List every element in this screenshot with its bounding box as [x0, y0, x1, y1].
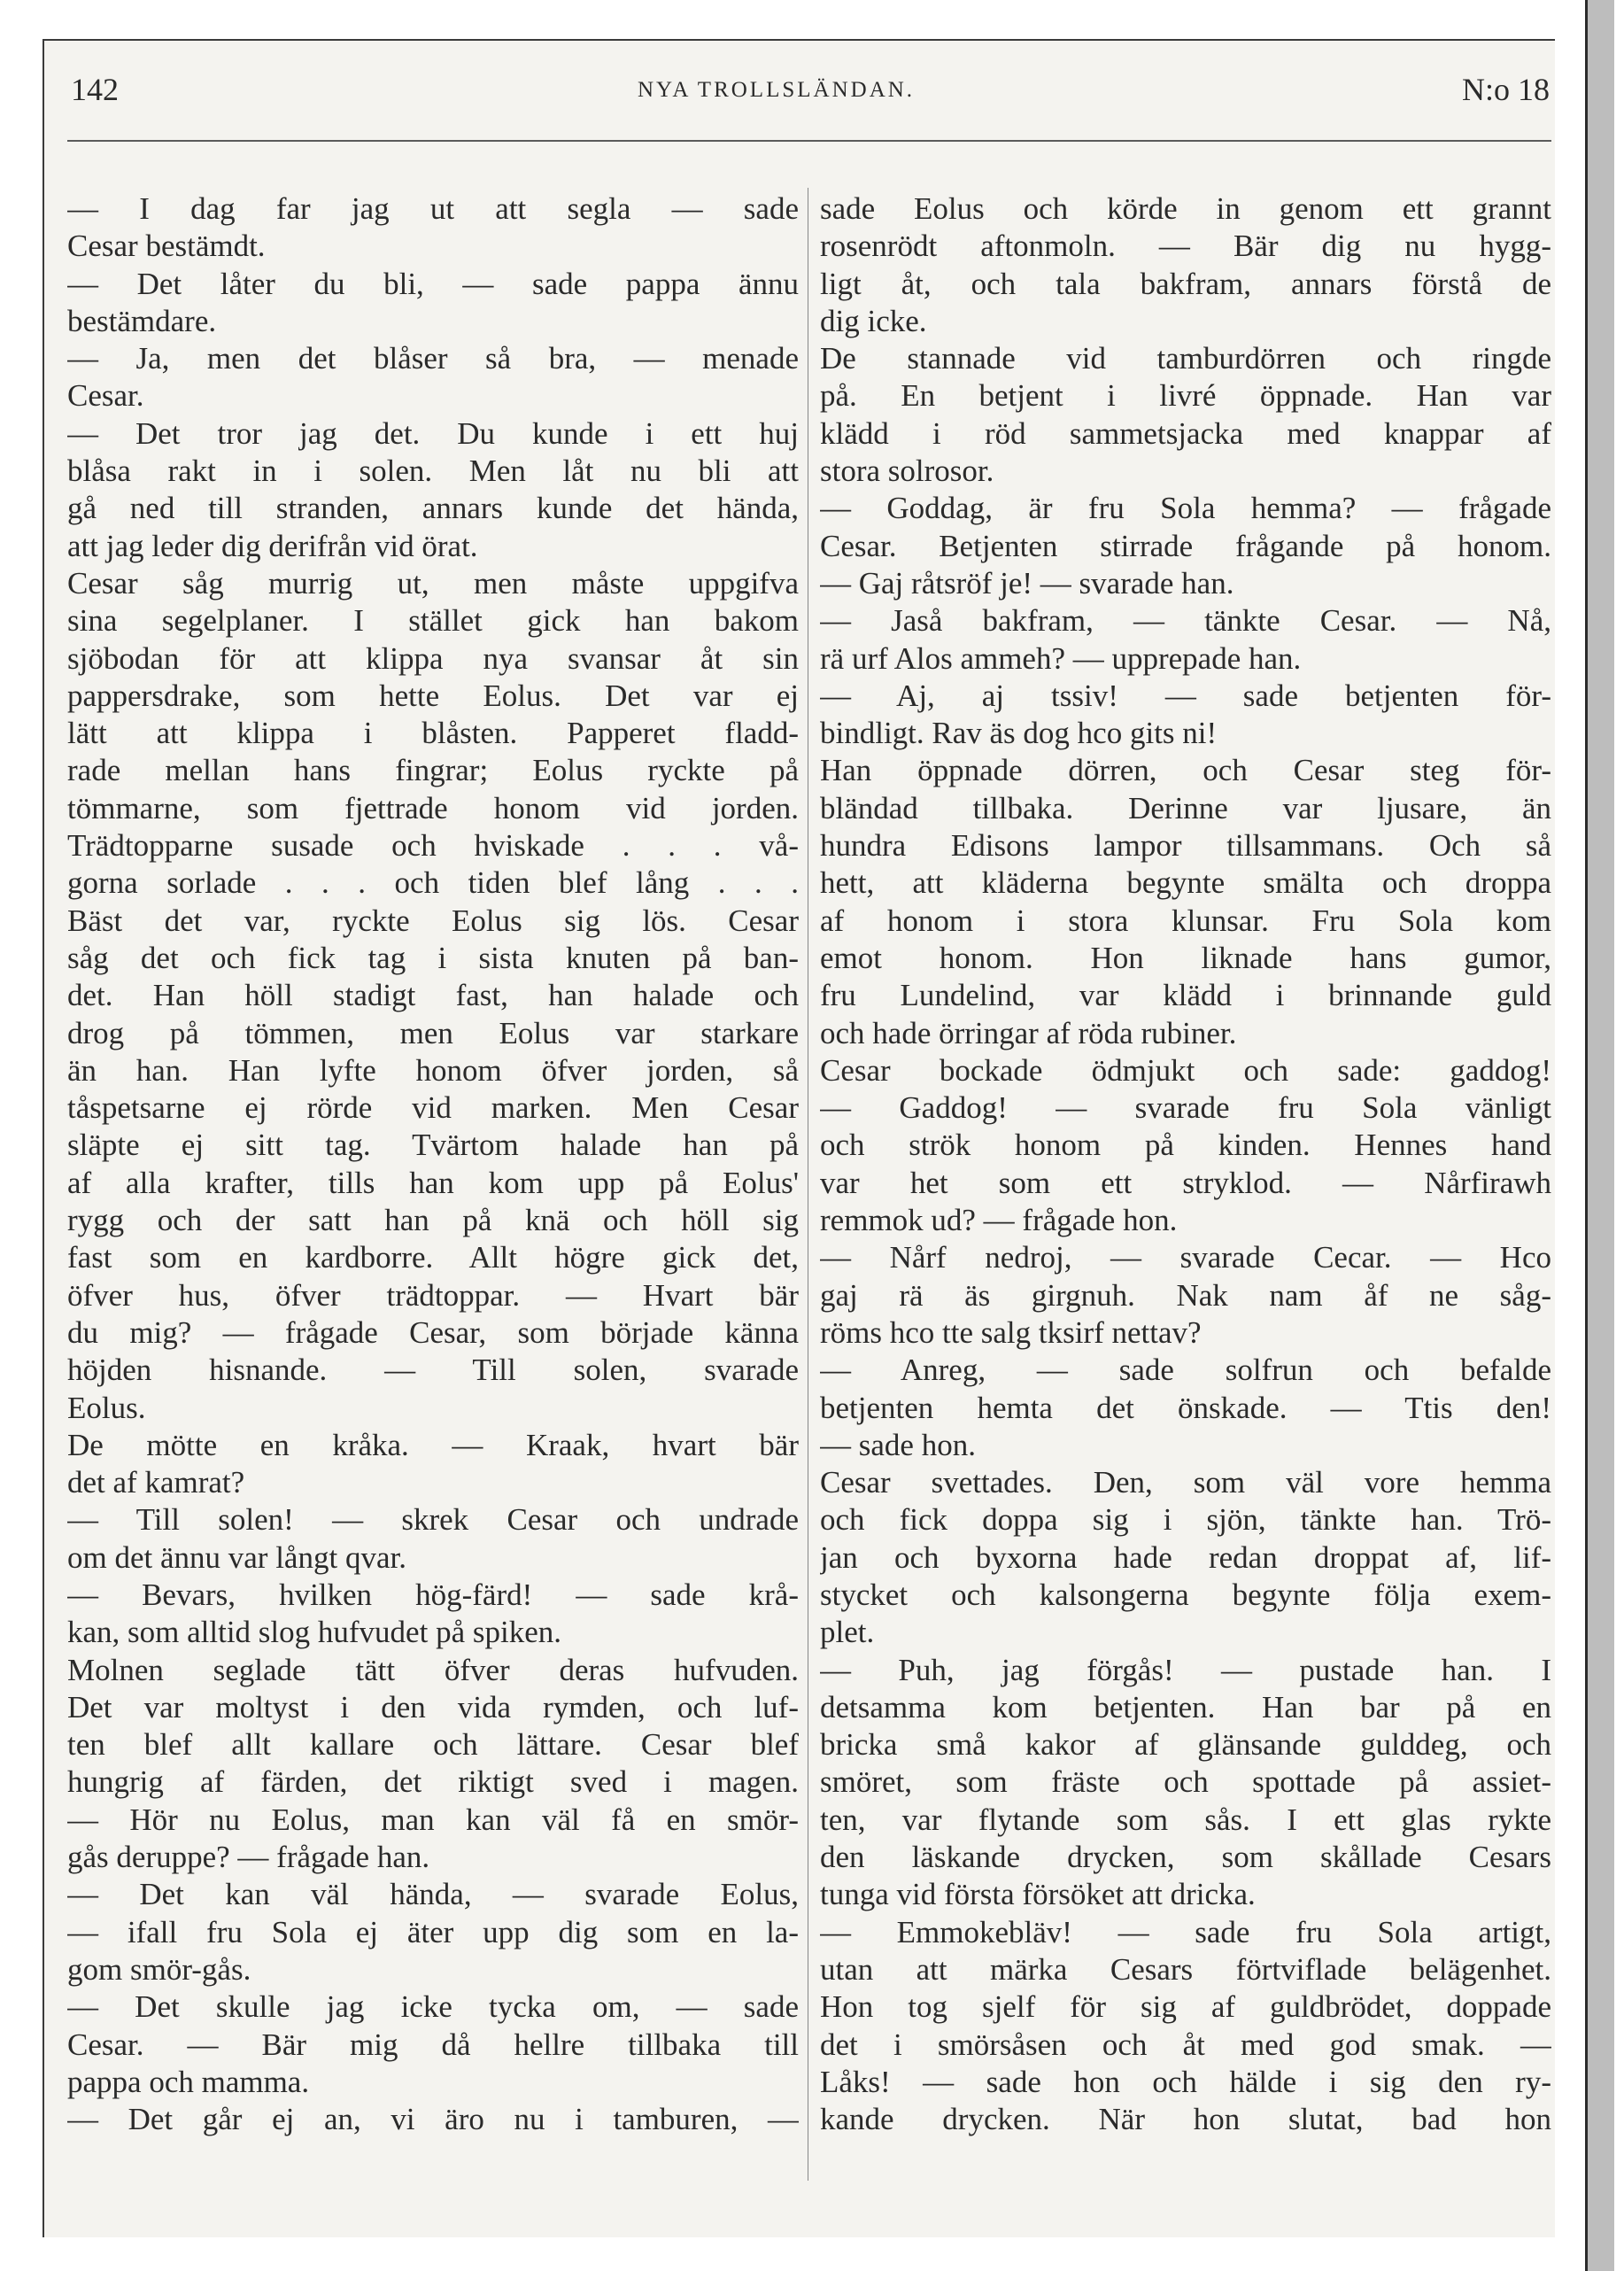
text-line: ten, var flytande som sås. I ett glas rykte	[820, 1802, 1551, 1837]
text-line: Hon tog sjelf för sig af guldbrödet, doppade	[820, 1989, 1551, 2025]
text-line: De mötte en kråka. — Kraak, hvart bär	[67, 1427, 799, 1462]
text-line: det af kamrat?	[67, 1465, 245, 1500]
text-line: tunga vid första försöket att dricka.	[820, 1877, 1256, 1912]
text-line: pappersdrake, som hette Eolus. Det var ej	[67, 678, 799, 713]
text-line: sjöbodan för att klippa nya svansar åt sin	[67, 640, 799, 676]
text-line: utan att märka Cesars förtviflade belägenhet.	[820, 1951, 1551, 1987]
text-line: den läskande drycken, som skållade Cesars	[820, 1840, 1551, 1875]
text-line: Bäst det var, ryckte Eolus sig lös. Cesar	[67, 903, 799, 938]
header-rule	[67, 140, 1551, 142]
text-line: gom smör-gås.	[67, 1951, 251, 1987]
text-line: klädd i röd sammetsjacka med knappar af	[820, 415, 1551, 451]
text-line: och hade örringar af röda rubiner.	[820, 1015, 1237, 1050]
text-line: blåsa rakt in i solen. Men låt nu bli att	[67, 453, 799, 489]
text-line: rä urf Alos ammeh? — upprepade han.	[820, 640, 1302, 676]
text-line: emot honom. Hon liknade hans gumor,	[820, 940, 1551, 975]
text-line: såg det och fick tag i sista knuten på ban-	[67, 940, 799, 975]
text-line: Låks! — sade hon och hälde i sig den ry-	[820, 2064, 1551, 2099]
text-line: tömmarne, som fjettrade honom vid jorden.	[67, 790, 799, 825]
text-line: var het som ett stryklod. — Nårfirawh	[820, 1165, 1551, 1200]
text-line: hungrig af färden, det riktigt sved i magen.	[67, 1764, 799, 1800]
text-line: Cesar.	[67, 378, 144, 414]
page-number: 142	[71, 72, 119, 107]
text-line: kande drycken. När hon slutat, bad hon	[820, 2102, 1551, 2137]
text-line: Cesar. Betjenten stirrade frågande på honom.	[820, 528, 1551, 563]
text-line: bricka små kakor af glänsande gulddeg, och	[820, 1727, 1551, 1763]
text-line: och fick doppa sig i sjön, tänkte han. Trö-	[820, 1502, 1551, 1538]
issue-number: N:o 18	[1462, 72, 1550, 107]
text-line: — Goddag, är fru Sola hemma? — frågade	[820, 491, 1551, 526]
text-line: att jag leder dig derifrån vid örat.	[67, 528, 478, 563]
text-line: på. En betjent i livré öppnade. Han var	[820, 378, 1551, 414]
text-line: gaj rä äs girgnuh. Nak nam åf ne såg-	[820, 1277, 1551, 1313]
page-edge	[1585, 0, 1614, 2271]
text-line: Cesar såg murrig ut, men måste uppgifva	[67, 565, 799, 601]
text-line: hundra Edisons lampor tillsammans. Och så	[820, 828, 1551, 864]
text-line: ten blef allt kallare och lättare. Cesar blef	[67, 1727, 799, 1763]
text-line: fast som en kardborre. Allt högre gick det,	[67, 1240, 799, 1275]
text-line: öfver hus, öfver trädtoppar. — Hvart bär	[67, 1277, 799, 1313]
text-line: lätt att klippa i blåsten. Papperet fladd-	[67, 716, 799, 751]
text-line: rosenrödt aftonmoln. — Bär dig nu hygg-	[820, 229, 1551, 264]
text-line: — Emmokebläv! — sade fru Sola artigt,	[820, 1914, 1551, 1949]
text-line: Cesar bockade ödmjukt och sade: gaddog!	[820, 1052, 1551, 1088]
text-line: släpte ej sitt tag. Tvärtom halade han på	[67, 1128, 799, 1163]
text-line: — Det tror jag det. Du kunde i ett huj	[67, 415, 799, 451]
right-column	[820, 190, 1551, 2138]
text-line: kan, som alltid slog hufvudet på spiken.	[67, 1615, 561, 1650]
text-line: smöret, som fräste och spottade på assiet-	[820, 1764, 1551, 1800]
text-line: De stannade vid tamburdörren och ringde	[820, 341, 1551, 376]
text-line: plet.	[820, 1615, 875, 1650]
text-line: pappa och mamma.	[67, 2064, 310, 2099]
text-line: — Jaså bakfram, — tänkte Cesar. — Nå,	[820, 603, 1551, 639]
text-line: bindligt. Rav äs dog hco gits ni!	[820, 716, 1218, 751]
text-line: af alla krafter, tills han kom upp på Eolus'	[67, 1165, 799, 1200]
text-line: drog på tömmen, men Eolus var starkare	[67, 1015, 799, 1050]
text-line: fru Lundelind, var klädd i brinnande guld	[820, 978, 1551, 1013]
text-line: än han. Han lyfte honom öfver jorden, så	[67, 1052, 799, 1088]
text-line: Cesar svettades. Den, som väl vore hemma	[820, 1465, 1551, 1500]
left-column	[67, 190, 799, 2138]
text-line: detsamma kom betjenten. Han bar på en	[820, 1689, 1551, 1725]
text-line: Det var moltyst i den vida rymden, och luf-	[67, 1689, 799, 1725]
text-line: — Nårf nedroj, — svarade Cecar. — Hco	[820, 1240, 1551, 1275]
text-line: — Det skulle jag icke tycka om, — sade	[67, 1989, 799, 2025]
text-line: — Det går ej an, vi äro nu i tamburen, —	[67, 2102, 799, 2137]
text-line: — Aj, aj tssiv! — sade betjenten för-	[820, 678, 1551, 713]
text-line: — Gaddog! — svarade fru Sola vänligt	[820, 1090, 1551, 1126]
text-line: bestämdare.	[67, 303, 217, 338]
text-line: — ifall fru Sola ej äter upp dig som en la-	[67, 1914, 799, 1949]
running-title: NYA TROLLSLÄNDAN.	[638, 78, 916, 102]
text-line: röms hco tte salg tksirf nettav?	[820, 1314, 1202, 1350]
text-line: gorna sorlade . . . och tiden blef lång . . .	[67, 865, 799, 901]
text-line: — sade hon.	[820, 1427, 976, 1462]
text-line: sade Eolus och körde in genom ett grannt	[820, 191, 1551, 226]
text-line: det i smörsåsen och åt med god smak. —	[820, 2027, 1551, 2062]
text-line: dig icke.	[820, 303, 927, 338]
text-line: höjden hisnande. — Till solen, svarade	[67, 1353, 799, 1388]
text-line: rygg och der satt han på knä och höll sig	[67, 1203, 799, 1238]
text-line: hett, att kläderna begynte smälta och droppa	[820, 865, 1551, 901]
text-line: Cesar bestämdt.	[67, 229, 266, 264]
text-line: du mig? — frågade Cesar, som började känna	[67, 1314, 799, 1350]
text-line: — Ja, men det blåser så bra, — menade	[67, 341, 799, 376]
text-line: — Puh, jag förgås! — pustade han. I	[820, 1652, 1551, 1687]
text-line: det. Han höll stadigt fast, han halade och	[67, 978, 799, 1013]
text-line: Molnen seglade tätt öfver deras hufvuden.	[67, 1652, 799, 1687]
text-line: tåspetsarne ej rörde vid marken. Men Cesar	[67, 1090, 799, 1126]
text-line: om det ännu var långt qvar.	[67, 1539, 406, 1575]
text-line: jan och byxorna hade redan droppat af, lif-	[820, 1539, 1551, 1575]
text-line: Cesar. — Bär mig då hellre tillbaka till	[67, 2027, 799, 2062]
text-line: — Det kan väl hända, — svarade Eolus,	[67, 1877, 799, 1912]
text-line: ligt åt, och tala bakfram, annars förstå de	[820, 266, 1551, 301]
text-line: stora solrosor.	[820, 453, 994, 489]
text-line: — Anreg, — sade solfrun och befalde	[820, 1353, 1551, 1388]
text-line: betjenten hemta det önskade. — Ttis den!	[820, 1390, 1551, 1425]
text-line: Trädtopparne susade och hviskade . . . vå-	[67, 828, 799, 864]
text-line: sina segelplaner. I stället gick han bakom	[67, 603, 799, 639]
text-line: — Hör nu Eolus, man kan väl få en smör-	[67, 1802, 799, 1837]
text-line: gå ned till stranden, annars kunde det hända,	[67, 491, 799, 526]
text-line: — Det låter du bli, — sade pappa ännu	[67, 266, 799, 301]
text-line: bländad tillbaka. Derinne var ljusare, än	[820, 790, 1551, 825]
text-line: — I dag far jag ut att segla — sade	[67, 191, 799, 226]
text-line: — Gaj råtsröf je! — svarade han.	[820, 565, 1234, 601]
text-line: af honom i stora klunsar. Fru Sola kom	[820, 903, 1551, 938]
text-line: Han öppnade dörren, och Cesar steg för-	[820, 753, 1551, 788]
text-line: remmok ud? — frågade hon.	[820, 1203, 1178, 1238]
text-line: — Bevars, hvilken hög-färd! — sade krå-	[67, 1577, 799, 1612]
text-line: och strök honom på kinden. Hennes hand	[820, 1128, 1551, 1163]
page-header	[71, 71, 1550, 124]
text-line: — Till solen! — skrek Cesar och undrade	[67, 1502, 799, 1538]
text-line: stycket och kalsongerna begynte följa exem-	[820, 1577, 1551, 1612]
text-line: gås deruppe? — frågade han.	[67, 1840, 430, 1875]
text-line: rade mellan hans fingrar; Eolus ryckte på	[67, 753, 799, 788]
text-line: Eolus.	[67, 1390, 146, 1425]
